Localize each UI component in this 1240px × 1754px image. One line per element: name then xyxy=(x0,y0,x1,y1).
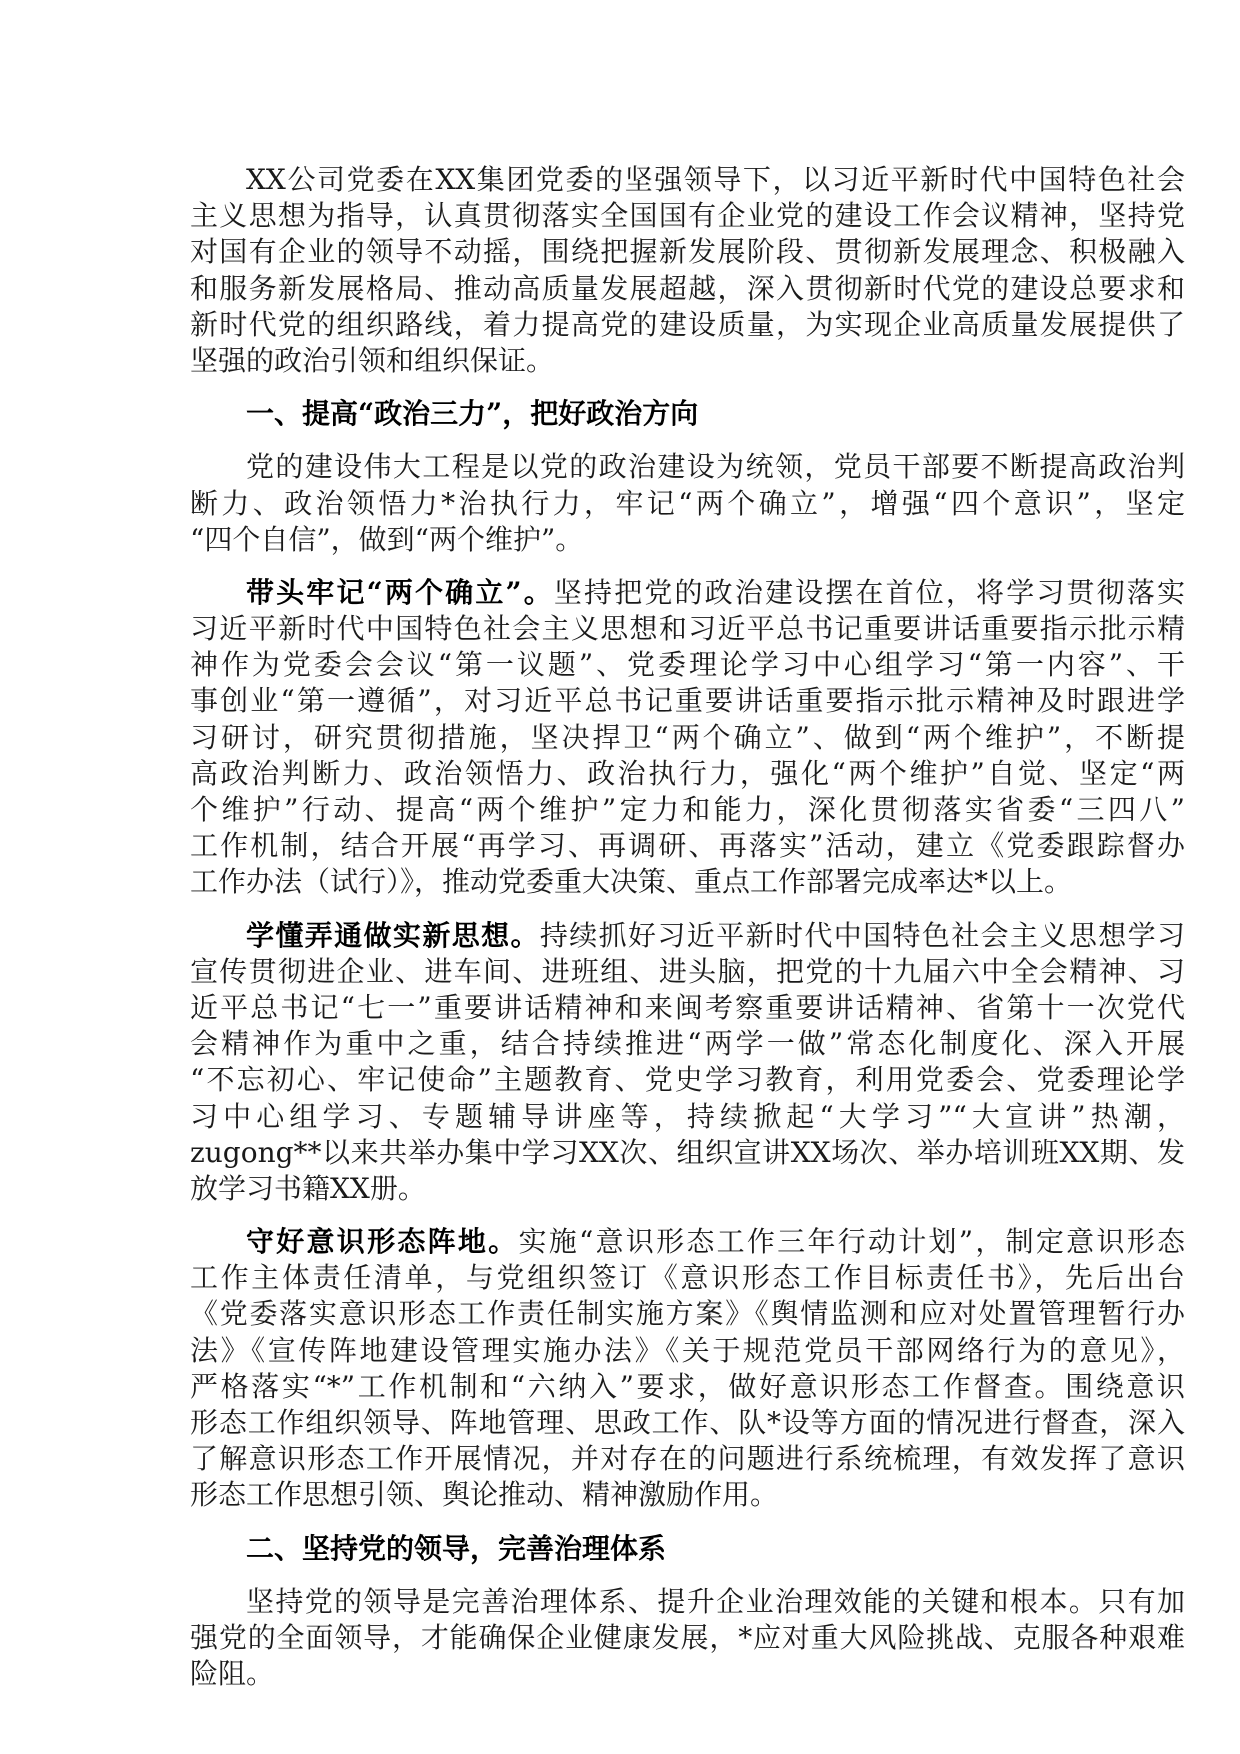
line-text: 党的建设伟大工程是以党的政治建设为统领，党员干部要不断提高政治判 xyxy=(246,450,1185,484)
section-heading xyxy=(190,396,1185,432)
paragraph xyxy=(190,162,1185,379)
text-line xyxy=(190,918,1185,954)
text-line xyxy=(190,449,1185,485)
paragraph xyxy=(190,1224,1185,1514)
text-line xyxy=(190,522,1185,558)
text-line xyxy=(190,720,1185,756)
text-line xyxy=(190,1296,1185,1332)
line-text: 个维护”行动、提高“两个维护”定力和能力，深化贯彻落实省委“三四八” xyxy=(190,793,1185,826)
text-line xyxy=(190,234,1185,270)
line-text: 对国有企业的领导不动摇，围绕把握新发展阶段、贯彻新发展理念、积极融入 xyxy=(190,235,1185,269)
text-line xyxy=(190,1135,1185,1171)
paragraph xyxy=(190,575,1185,901)
line-text: 工作主体责任清单，与党组织签订《意识形态工作目标责任书》，先后出台 xyxy=(190,1261,1185,1295)
text-line xyxy=(190,1224,1185,1260)
text-line xyxy=(190,1584,1185,1620)
line-text: 神作为党委会会议“第一议题”、党委理论学习中心组学习“第一内容”、干 xyxy=(190,648,1185,682)
paragraph xyxy=(190,1584,1185,1693)
line-text: 和服务新发展格局、推动高质量发展超越，深入贯彻新时代党的建设总要求和 xyxy=(190,271,1185,305)
text-line xyxy=(190,683,1185,719)
line-text: XX公司党委在XX集团党委的坚强领导下，以习近平新时代中国特色社会 xyxy=(246,163,1185,196)
line-text: 坚持党的领导是完善治理体系、提升企业治理效能的关键和根本。只有加 xyxy=(246,1584,1185,1618)
text-line xyxy=(190,486,1185,522)
line-text: 断力、政治领悟力*治执行力，牢记“两个确立”，增强“四个意识”，坚定 xyxy=(190,486,1185,520)
line-text: 形态工作思想引领、舆论推动、精神激励作用。 xyxy=(190,1478,779,1512)
text-line xyxy=(190,990,1185,1026)
text-line xyxy=(190,1405,1185,1441)
text-line xyxy=(190,864,1185,900)
line-text: 高政治判断力、政治领悟力、政治执行力，强化“两个维护”自觉、坚定“两 xyxy=(190,756,1185,790)
line-text: 坚持把党的政治建设摆在首位，将学习贯彻落实 xyxy=(553,575,1185,609)
line-text: 工作办法（试行）》，推动党委重大决策、重点工作部署完成率达*以上。 xyxy=(190,865,1073,899)
line-text: 险阻。 xyxy=(190,1657,275,1691)
line-text: 法》《宣传阵地建设管理实施办法》《关于规范党员干部网络行为的意见》， xyxy=(190,1333,1185,1367)
line-text: 习中心组学习、专题辅导讲座等，持续掀起“大学习”“大宣讲”热潮， xyxy=(190,1099,1185,1133)
document-body xyxy=(190,162,1185,1709)
line-text: 主义思想为指导，认真贯彻落实全国国有企业党的建设工作会议精神，坚持党 xyxy=(190,199,1185,233)
line-text: 习研讨，研究贯彻措施，坚决捍卫“两个确立”、做到“两个维护”，不断提 xyxy=(190,720,1185,754)
line-text: 宣传贯彻进企业、进车间、进班组、进头脑，把党的十九届六中全会精神、习 xyxy=(190,954,1185,988)
text-line xyxy=(190,307,1185,343)
text-line xyxy=(190,954,1185,990)
text-line xyxy=(190,1441,1185,1477)
line-text: zugong**以来共举办集中学习XX次、组织宣讲XX场次、举办培训班XX期、发 xyxy=(190,1135,1185,1169)
text-line xyxy=(190,756,1185,792)
line-text: 《党委落实意识形态工作责任制实施方案》《舆情监测和应对处置管理暂行办 xyxy=(190,1297,1185,1331)
text-line xyxy=(190,611,1185,647)
line-text: 新时代党的组织路线，着力提高党的建设质量，为实现企业高质量发展提供了 xyxy=(190,307,1185,341)
text-line xyxy=(190,1656,1185,1692)
paragraph xyxy=(190,918,1185,1208)
text-line xyxy=(190,343,1185,379)
text-line xyxy=(190,1620,1185,1656)
text-line xyxy=(190,647,1185,683)
text-line xyxy=(190,1026,1185,1062)
text-line xyxy=(190,1171,1185,1207)
text-line xyxy=(190,1477,1185,1513)
text-line xyxy=(190,271,1185,307)
text-line xyxy=(190,396,1185,432)
line-text: 会精神作为重中之重，结合持续推进“两学一做”常态化制度化、深入开展 xyxy=(190,1027,1185,1061)
text-line xyxy=(190,575,1185,611)
text-line xyxy=(190,1333,1185,1369)
line-text: 实施“意识形态工作三年行动计划”，制定意识形态 xyxy=(518,1225,1185,1259)
section-heading xyxy=(190,1531,1185,1567)
text-line xyxy=(190,198,1185,234)
line-text: 放学习书籍XX册。 xyxy=(190,1171,426,1205)
line-text: “四个自信”，做到“两个维护”。 xyxy=(190,522,584,556)
paragraph xyxy=(190,449,1185,558)
line-text: 形态工作组织领导、阵地管理、思政工作、队*设等方面的情况进行督查，深入 xyxy=(190,1406,1185,1439)
line-text: 强党的全面领导，才能确保企业健康发展，*应对重大风险挑战、克服各种艰难 xyxy=(190,1620,1185,1654)
text-line xyxy=(190,1531,1185,1567)
line-text: 严格落实“*”工作机制和“六纳入”要求，做好意识形态工作督查。围绕意识 xyxy=(190,1369,1185,1403)
line-text: 持续抓好习近平新时代中国特色社会主义思想学习 xyxy=(539,918,1185,952)
line-text: 习近平新时代中国特色社会主义思想和习近平总书记重要讲话重要指示批示精 xyxy=(190,612,1185,646)
text-line xyxy=(190,162,1185,198)
line-text: 事创业“第一遵循”，对习近平总书记重要讲话重要指示批示精神及时跟进学 xyxy=(190,684,1185,718)
line-text: 工作机制，结合开展“再学习、再调研、再落实”活动，建立《党委跟踪督办 xyxy=(190,829,1185,863)
text-line xyxy=(190,1099,1185,1135)
text-line xyxy=(190,1062,1185,1098)
paragraph-lead: 学懂弄通做实新思想。 xyxy=(246,918,540,952)
line-text: 坚强的政治引领和组织保证。 xyxy=(190,343,555,377)
text-line xyxy=(190,1260,1185,1296)
text-line xyxy=(190,1369,1185,1405)
text-line xyxy=(190,828,1185,864)
line-text: 近平总书记“七一”重要讲话精神和来闽考察重要讲话精神、省第十一次党代 xyxy=(190,990,1185,1024)
text-line xyxy=(190,792,1185,828)
line-text: 了解意识形态工作开展情况，并对存在的问题进行系统梳理，有效发挥了意识 xyxy=(190,1442,1185,1476)
line-text: 一、提高“政治三力”，把好政治方向 xyxy=(246,397,699,431)
line-text: 二、坚持党的领导，完善治理体系 xyxy=(246,1531,667,1565)
line-text: “不忘初心、牢记使命”主题教育、党史学习教育，利用党委会、党委理论学 xyxy=(190,1063,1185,1097)
paragraph-lead: 守好意识形态阵地。 xyxy=(246,1225,519,1259)
paragraph-lead: 带头牢记“两个确立”。 xyxy=(246,575,554,609)
